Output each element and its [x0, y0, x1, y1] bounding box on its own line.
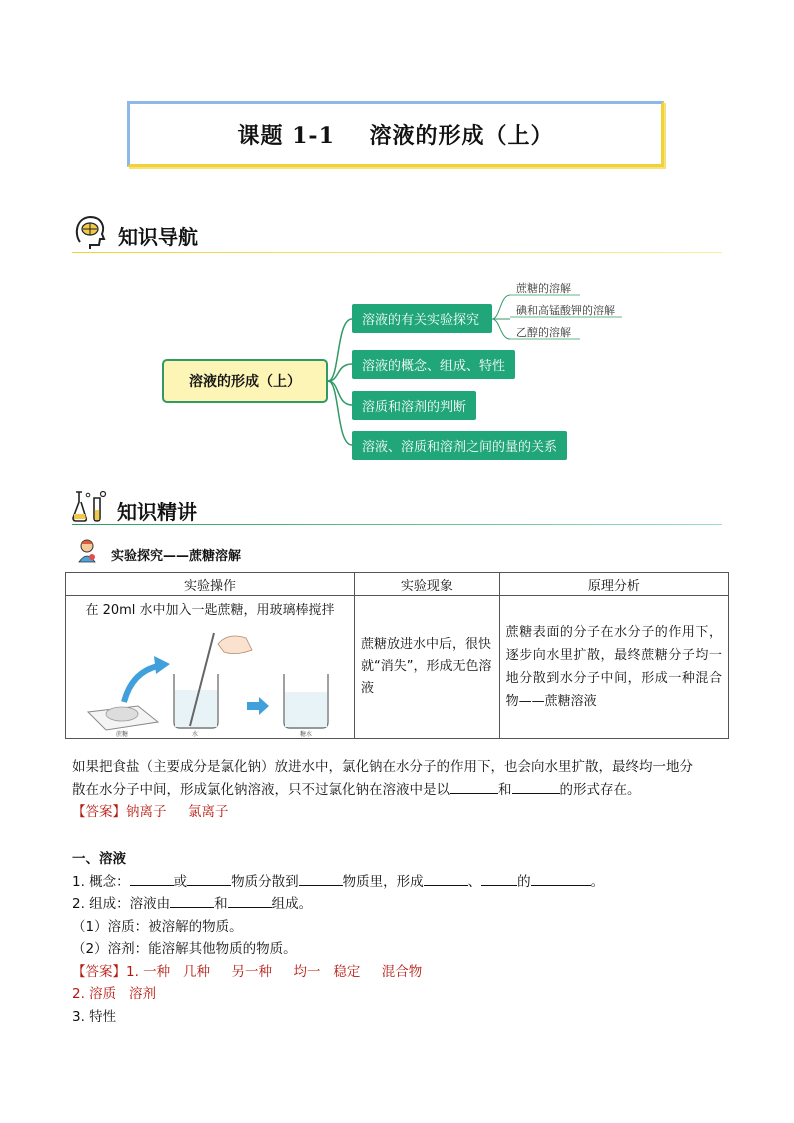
- salt-paragraph-line1: 如果把食盐（主要成分是氯化钠）放进水中，氯化钠在水分子的作用下，也会向水里扩散，最终均一地分: [72, 759, 693, 775]
- figure-label-sugar-water: 糖水: [300, 731, 313, 738]
- mindmap-node-3: 溶质和溶剂的判断: [352, 391, 476, 420]
- solution-section: [72, 848, 732, 1028]
- solute-line: （1）溶质：被溶解的物质。: [72, 918, 243, 935]
- column-header-phenomenon: 实验现象: [355, 573, 500, 596]
- salt-paragraph: [72, 756, 732, 824]
- figure-label-sugar: 蔗糖: [116, 731, 129, 738]
- experiment-illustration: [66, 618, 355, 736]
- blank-2: [512, 779, 560, 794]
- mindmap-leaf-3: 乙醇的溶解: [516, 326, 571, 339]
- mindmap-node-4: 溶液、溶质和溶剂之间的量的关系: [352, 431, 567, 460]
- experiment-table: [65, 572, 729, 739]
- figure-label-water: 水: [192, 731, 199, 738]
- analysis-cell: [499, 596, 728, 739]
- analysis-text: 蔗糖表面的分子在水分子的作用下，逐步向水里扩散，最终蔗糖分子均一地分散到水分子中间，形成一种混合物——蔗糖溶液: [505, 625, 722, 709]
- column-header-operation: 实验操作: [66, 573, 355, 596]
- section-divider: [72, 524, 722, 525]
- column-header-analysis: 原理分析: [499, 573, 728, 596]
- experiment-heading: 实验探究——蔗糖溶解: [111, 549, 242, 564]
- scientist-icon: [76, 538, 98, 564]
- salt-answer: 【答案】钠离子 氯离子: [72, 804, 229, 820]
- concept-line: 1. 概念： 或 物质分散到 物质里，形成 、 的 。: [72, 871, 732, 894]
- solution-answer-2: 2. 溶质 溶剂: [72, 986, 157, 1002]
- mindmap-node-2: 溶液的概念、组成、特性: [352, 350, 515, 379]
- solvent-line: （2）溶剂：能溶解其他物质的物质。: [72, 941, 297, 957]
- solution-heading: 一、溶液: [72, 851, 126, 867]
- blank-1: [450, 779, 498, 794]
- flask-icon: [70, 488, 110, 524]
- operation-text: 在 20ml 水中加入一匙蔗糖，用玻璃棒搅拌: [85, 603, 335, 618]
- solution-answer-1: 【答案】1. 一种 几种 另一种 均一 稳定 混合物: [72, 963, 423, 980]
- composition-line: 2. 组成：溶液由 和 组成。: [72, 893, 732, 916]
- salt-paragraph-line2: 散在水分子中间，形成氯化钠溶液，只不过氯化钠在溶液中是以 和 的形式存在。: [72, 779, 732, 802]
- mindmap-leaf-1: 蔗糖的溶解: [516, 282, 571, 295]
- mindmap-root: 溶液的形成（上）: [162, 359, 328, 403]
- phenomenon-cell: [355, 596, 500, 739]
- mindmap-node-1: 溶液的有关实验探究: [352, 304, 492, 333]
- operation-cell: [66, 596, 355, 739]
- page-title: 课题 1-1 溶液的形成（上）: [237, 122, 554, 149]
- property-line: 3. 特性: [72, 1008, 117, 1025]
- mindmap-leaf-2: 碘和高锰酸钾的溶解: [516, 304, 615, 317]
- section-heading-lecture: 知识精讲: [117, 500, 197, 524]
- section-heading-nav: 知识导航: [118, 225, 198, 249]
- phenomenon-text: 蔗糖放进水中后，很快就“消失”，形成无色溶液: [361, 637, 492, 696]
